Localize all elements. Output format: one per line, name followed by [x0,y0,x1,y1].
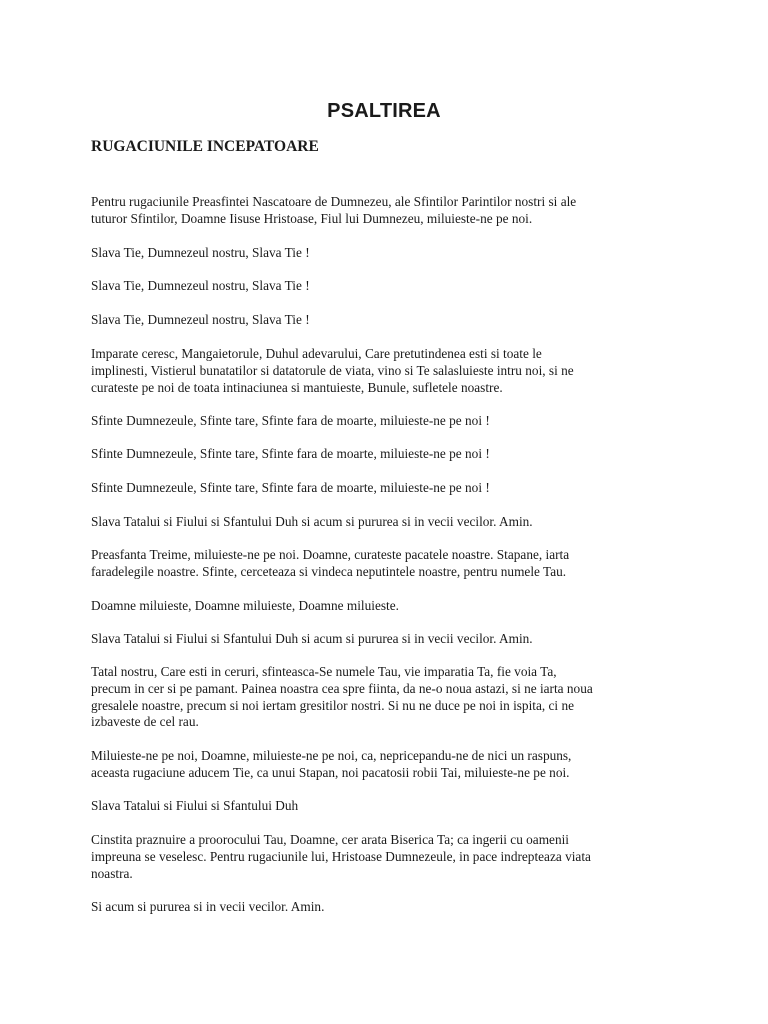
text-line: tuturor Sfintilor, Doamne Iisuse Hristoase, Fiul lui Dumnezeu, miluieste-ne pe noi. [91,210,533,226]
text-line: Sfinte Dumnezeule, Sfinte tare, Sfinte fara de moarte, miluieste-ne pe noi ! [91,446,490,461]
paragraph [91,547,691,581]
paragraph [91,598,691,615]
text-line: implinesti, Vistierul bunatatilor si datatorule de viata, vino si Te salasluieste intru noi, si ne [91,362,574,378]
text-line: Slava Tie, Dumnezeul nostru, Slava Tie ! [91,312,310,327]
text-line: izbaveste de cel rau. [91,714,199,730]
section-heading: RUGACIUNILE INCEPATOARE [91,138,319,155]
paragraph [91,480,691,497]
text-line: Slava Tie, Dumnezeul nostru, Slava Tie ! [91,278,310,293]
paragraph [91,194,691,228]
paragraph [91,278,691,295]
text-line: precum in cer si pe pamant. Painea noastra cea spre fiinta, da ne-o noua astazi, si ne iarta noua [91,680,593,696]
paragraph [91,748,691,782]
document-title: PSALTIREA [327,100,441,122]
text-line: Slava Tatalui si Fiului si Sfantului Duh si acum si pururea si in vecii vecilor. Amin. [91,631,533,646]
text-line: Slava Tatalui si Fiului si Sfantului Duh si acum si pururea si in vecii vecilor. Amin. [91,514,533,529]
paragraph [91,312,691,329]
text-line: Imparate ceresc, Mangaietorule, Duhul adevarului, Care pretutindenea esti si toate le [91,346,542,361]
paragraph [91,413,691,430]
text-line: Cinstita praznuire a proorocului Tau, Doamne, cer arata Biserica Ta; ca ingerii cu oamenii [91,832,569,847]
paragraph [91,346,691,396]
text-line: Sfinte Dumnezeule, Sfinte tare, Sfinte fara de moarte, miluieste-ne pe noi ! [91,480,490,495]
text-line: Tatal nostru, Care esti in ceruri, sfinteasca-Se numele Tau, vie imparatia Ta, fie voia Ta, [91,664,557,679]
text-line: faradelegile noastre. Sfinte, cerceteaza si vindeca neputintele noastre, pentru numele Tau. [91,563,567,579]
text-line: gresalele noastre, precum si noi iertam gresitilor nostri. Si nu ne duce pe noi in ispita, ci ne [91,697,574,713]
text-line: curateste pe noi de toata intinaciunea si mantuieste, Bunule, sufletele noastre. [91,379,503,395]
text-line: aceasta rugaciune aducem Tie, ca unui Stapan, noi pacatosii robii Tai, miluieste-ne pe noi. [91,764,570,780]
text-line: Sfinte Dumnezeule, Sfinte tare, Sfinte fara de moarte, miluieste-ne pe noi ! [91,413,490,428]
paragraph [91,832,691,882]
paragraph [91,446,691,463]
text-line: Si acum si pururea si in vecii vecilor. Amin. [91,899,325,914]
paragraph [91,664,691,731]
paragraph [91,631,691,648]
text-line: Slava Tatalui si Fiului si Sfantului Duh [91,798,299,813]
text-line: Doamne miluieste, Doamne miluieste, Doamne miluieste. [91,598,399,613]
paragraph [91,899,691,916]
paragraph [91,798,691,815]
text-line: impreuna se veselesc. Pentru rugaciunile lui, Hristoase Dumnezeule, in pace indrepteaza viata [91,848,591,864]
text-line: noastra. [91,865,133,881]
text-line: Preasfanta Treime, miluieste-ne pe noi. Doamne, curateste pacatele noastre. Stapane, iarta [91,547,570,562]
text-line: Miluieste-ne pe noi, Doamne, miluieste-ne pe noi, ca, nepricepandu-ne de nici un raspuns, [91,748,572,763]
text-line: Pentru rugaciunile Preasfintei Nascatoare de Dumnezeu, ale Sfintilor Parintilor nostri si ale [91,194,577,209]
paragraph [91,514,691,531]
paragraph [91,245,691,262]
text-line: Slava Tie, Dumnezeul nostru, Slava Tie ! [91,245,310,260]
